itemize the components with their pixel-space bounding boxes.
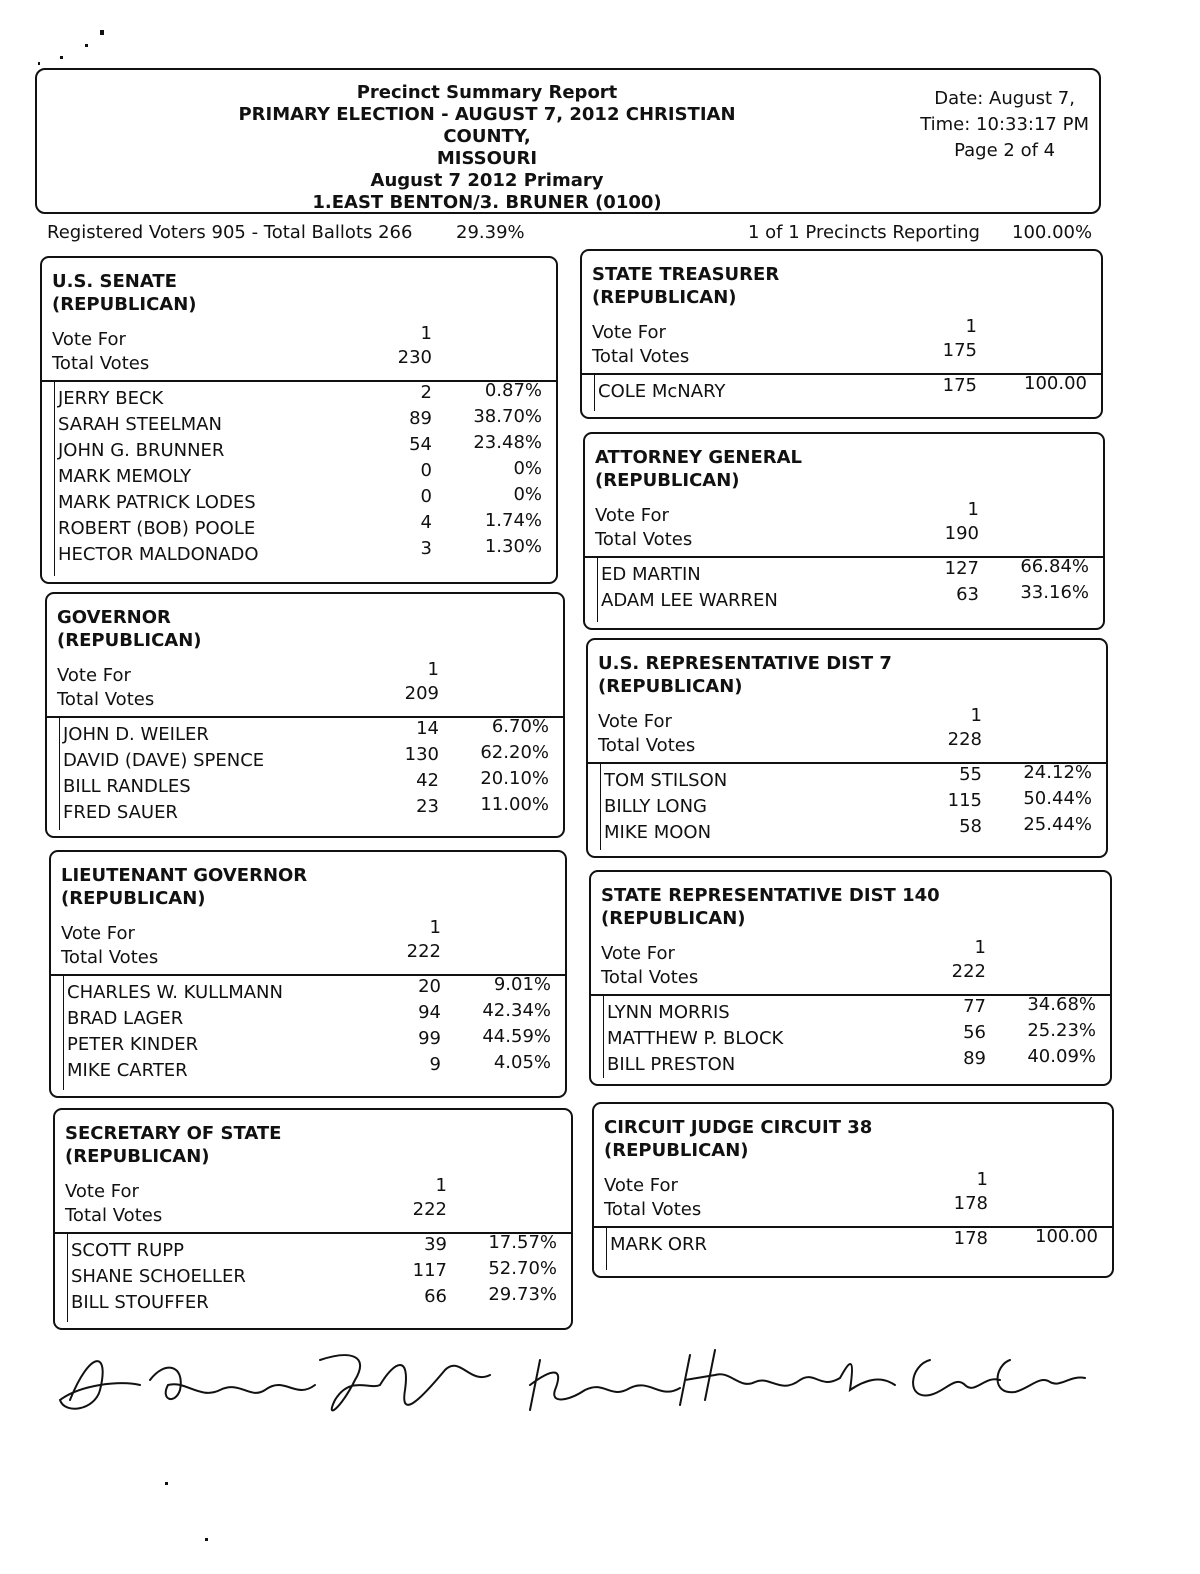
candidate-votes: 175: [942, 375, 977, 396]
total-votes-label: Total Votes: [595, 529, 693, 550]
candidate-percent: 17.57%: [488, 1232, 557, 1253]
race-box: [45, 592, 565, 838]
candidate-name: MARK PATRICK LODES: [58, 492, 256, 513]
election-name-line1: PRIMARY ELECTION - AUGUST 7, 2012 CHRISTIAN COUNTY,: [238, 104, 736, 147]
race-box: [589, 870, 1112, 1086]
race-office: SECRETARY OF STATE: [65, 1123, 282, 1144]
race-title: [598, 652, 892, 698]
total-votes-label: Total Votes: [61, 947, 159, 968]
candidate-name: CHARLES W. KULLMANN: [67, 982, 283, 1003]
candidate-votes: 77: [963, 996, 986, 1017]
candidate-votes: 54: [409, 434, 432, 455]
race-office: U.S. SENATE: [52, 271, 177, 292]
candidate-votes: 117: [412, 1260, 447, 1281]
race-title: [604, 1116, 872, 1162]
vote-for-value: 1: [965, 316, 977, 337]
race-title: [57, 606, 202, 652]
candidate-percent: 29.73%: [488, 1284, 557, 1305]
total-votes-value: 222: [412, 1199, 447, 1220]
candidate-percent: 0%: [513, 484, 542, 505]
race-box: [586, 638, 1108, 858]
candidate-name: ADAM LEE WARREN: [601, 590, 778, 611]
candidate-name: SARAH STEELMAN: [58, 414, 222, 435]
candidate-name: COLE McNARY: [598, 381, 726, 402]
signature-3-mark: [320, 1355, 490, 1410]
candidate-name: JOHN D. WEILER: [63, 724, 209, 745]
registered-voters: Registered Voters 905 - Total Ballots 266: [47, 222, 413, 243]
signature-1-mark: [60, 1361, 140, 1409]
candidate-percent: 23.48%: [473, 432, 542, 453]
candidate-percent: 1.30%: [484, 536, 542, 557]
candidate-percent: 100.00: [1035, 1226, 1098, 1247]
total-votes-value: 190: [944, 523, 979, 544]
total-votes-label: Total Votes: [601, 967, 699, 988]
vote-for-label: Vote For: [604, 1175, 678, 1196]
candidate-percent: 62.20%: [480, 742, 549, 763]
race-party: (REPUBLICAN): [61, 888, 206, 909]
candidate-name: TOM STILSON: [604, 770, 728, 791]
scan-speck: [205, 1538, 208, 1541]
candidate-name: SCOTT RUPP: [71, 1240, 184, 1261]
race-office: STATE TREASURER: [592, 264, 780, 285]
candidate-name: BILL PRESTON: [607, 1054, 736, 1075]
race-office: ATTORNEY GENERAL: [595, 447, 803, 468]
candidate-percent: 100.00: [1024, 373, 1087, 394]
candidate-percent: 34.68%: [1027, 994, 1096, 1015]
candidate-row: [42, 536, 556, 570]
candidate-votes: 66: [424, 1286, 447, 1307]
race-party: (REPUBLICAN): [57, 630, 202, 651]
race-office: LIEUTENANT GOVERNOR: [61, 865, 308, 886]
candidate-percent: 4.05%: [493, 1052, 551, 1073]
race-party: (REPUBLICAN): [52, 294, 197, 315]
candidate-name: MARK MEMOLY: [58, 466, 192, 487]
candidate-votes: 4: [420, 512, 432, 533]
race-party: (REPUBLICAN): [604, 1140, 749, 1161]
candidate-percent: 40.09%: [1027, 1046, 1096, 1067]
candidate-votes: 42: [416, 770, 439, 791]
candidate-percent: 11.00%: [480, 794, 549, 815]
candidate-votes: 9: [429, 1054, 441, 1075]
race-title: [65, 1122, 281, 1168]
candidate-name: BILLY LONG: [604, 796, 708, 817]
candidate-percent: 20.10%: [480, 768, 549, 789]
candidate-percent: 38.70%: [473, 406, 542, 427]
race-office: CIRCUIT JUDGE CIRCUIT 38: [604, 1117, 873, 1138]
precinct-name: 1.EAST BENTON/3. BRUNER (0100): [312, 192, 662, 213]
candidate-votes: 0: [420, 486, 432, 507]
candidate-votes: 0: [420, 460, 432, 481]
race-box: [592, 1102, 1114, 1278]
report-time: Time: 10:33:17 PM: [920, 114, 1089, 135]
total-votes-value: 228: [947, 729, 982, 750]
scan-speck: [165, 1482, 168, 1485]
vote-for-label: Vote For: [61, 923, 135, 944]
scan-speck: [85, 44, 88, 47]
race-party: (REPUBLICAN): [592, 287, 737, 308]
signature-4-mark: [530, 1360, 680, 1410]
total-votes-label: Total Votes: [592, 346, 690, 367]
vote-for-value: 1: [970, 705, 982, 726]
turnout-percent: 29.39%: [456, 222, 525, 243]
header-title-block: [217, 82, 757, 214]
total-votes-value: 178: [953, 1193, 988, 1214]
scan-speck: [60, 56, 63, 59]
candidate-percent: 6.70%: [491, 716, 549, 737]
candidate-row: [591, 1046, 1110, 1080]
total-votes-label: Total Votes: [57, 689, 155, 710]
report-date: Date: August 7,: [934, 88, 1075, 109]
vote-for-label: Vote For: [52, 329, 126, 350]
candidate-name: MATTHEW P. BLOCK: [607, 1028, 784, 1049]
candidate-name: ROBERT (BOB) POOLE: [58, 518, 256, 539]
primary-name: August 7 2012 Primary: [370, 170, 604, 191]
vote-for-label: Vote For: [592, 322, 666, 343]
vote-for-label: Vote For: [595, 505, 669, 526]
candidate-row: [55, 1284, 571, 1318]
race-title: [595, 446, 802, 492]
candidate-name: PETER KINDER: [67, 1034, 199, 1055]
candidate-row: [47, 794, 563, 828]
vote-for-label: Vote For: [65, 1181, 139, 1202]
election-name-line2: MISSOURI: [436, 148, 538, 169]
candidate-votes: 55: [959, 764, 982, 785]
race-box: [49, 850, 567, 1098]
candidate-name: BILL STOUFFER: [71, 1292, 209, 1313]
total-votes-value: 222: [951, 961, 986, 982]
candidate-row: [585, 582, 1103, 616]
candidate-name: FRED SAUER: [63, 802, 178, 823]
signature-6-mark: [913, 1360, 1085, 1395]
race-box: [580, 249, 1103, 419]
candidate-percent: 24.12%: [1023, 762, 1092, 783]
candidate-percent: 42.34%: [482, 1000, 551, 1021]
candidate-percent: 25.44%: [1023, 814, 1092, 835]
candidate-votes: 115: [947, 790, 982, 811]
total-votes-label: Total Votes: [65, 1205, 163, 1226]
signature-2-mark: [150, 1368, 315, 1399]
vote-for-label: Vote For: [57, 665, 131, 686]
candidate-votes: 89: [963, 1048, 986, 1069]
candidate-percent: 1.74%: [484, 510, 542, 531]
vote-for-value: 1: [429, 917, 441, 938]
race-title: [592, 263, 779, 309]
vote-for-value: 1: [420, 323, 432, 344]
candidate-percent: 50.44%: [1023, 788, 1092, 809]
race-office: U.S. REPRESENTATIVE DIST 7: [598, 653, 892, 674]
candidate-votes: 2: [420, 382, 432, 403]
candidate-name: ED MARTIN: [601, 564, 701, 585]
candidate-name: DAVID (DAVE) SPENCE: [63, 750, 265, 771]
candidate-votes: 39: [424, 1234, 447, 1255]
candidate-votes: 99: [418, 1028, 441, 1049]
page-number: Page 2 of 4: [954, 140, 1056, 161]
total-votes-label: Total Votes: [598, 735, 696, 756]
precincts-reporting: 1 of 1 Precincts Reporting: [748, 222, 980, 243]
race-party: (REPUBLICAN): [595, 470, 740, 491]
race-party: (REPUBLICAN): [65, 1146, 210, 1167]
candidate-name: JERRY BECK: [58, 388, 164, 409]
candidate-votes: 14: [416, 718, 439, 739]
report-title: Precinct Summary Report: [356, 82, 618, 103]
candidate-name: MIKE MOON: [604, 822, 712, 843]
candidate-row: [51, 1052, 565, 1086]
vote-for-value: 1: [976, 1169, 988, 1190]
candidate-votes: 23: [416, 796, 439, 817]
candidate-row: [588, 814, 1106, 848]
scan-speck: [100, 30, 104, 35]
candidate-votes: 178: [953, 1228, 988, 1249]
race-title: [61, 864, 307, 910]
candidate-votes: 127: [944, 558, 979, 579]
signature-5-mark: [680, 1350, 895, 1405]
candidate-votes: 20: [418, 976, 441, 997]
vote-for-value: 1: [974, 937, 986, 958]
candidate-name: HECTOR MALDONADO: [58, 544, 259, 565]
race-party: (REPUBLICAN): [598, 676, 743, 697]
candidate-percent: 44.59%: [482, 1026, 551, 1047]
candidate-name: MIKE CARTER: [67, 1060, 188, 1081]
candidate-percent: 33.16%: [1020, 582, 1089, 603]
vote-for-label: Vote For: [598, 711, 672, 732]
candidate-name: BRAD LAGER: [67, 1008, 184, 1029]
vote-for-label: Vote For: [601, 943, 675, 964]
candidate-votes: 89: [409, 408, 432, 429]
reporting-percent: 100.00%: [1012, 222, 1093, 243]
candidate-votes: 130: [404, 744, 439, 765]
candidate-percent: 0.87%: [484, 380, 542, 401]
signatures-image: [50, 1330, 1090, 1430]
race-office: GOVERNOR: [57, 607, 171, 628]
candidate-percent: 9.01%: [493, 974, 551, 995]
candidate-votes: 58: [959, 816, 982, 837]
candidate-percent: 52.70%: [488, 1258, 557, 1279]
total-votes-label: Total Votes: [52, 353, 150, 374]
header-meta: [920, 86, 1089, 164]
race-title: [601, 884, 940, 930]
race-box: [53, 1108, 573, 1330]
report-header: [35, 68, 1101, 214]
candidate-name: JOHN G. BRUNNER: [58, 440, 225, 461]
race-office: STATE REPRESENTATIVE DIST 140: [601, 885, 940, 906]
candidate-row: [582, 373, 1101, 407]
candidate-percent: 25.23%: [1027, 1020, 1096, 1041]
race-box: [40, 256, 558, 584]
scan-speck: [38, 62, 40, 65]
candidate-name: MARK ORR: [610, 1234, 708, 1255]
candidate-name: LYNN MORRIS: [607, 1002, 730, 1023]
candidate-votes: 3: [420, 538, 432, 559]
vote-for-value: 1: [435, 1175, 447, 1196]
total-votes-value: 222: [406, 941, 441, 962]
candidate-name: BILL RANDLES: [63, 776, 191, 797]
candidate-votes: 94: [418, 1002, 441, 1023]
candidate-votes: 56: [963, 1022, 986, 1043]
race-box: [583, 432, 1105, 630]
candidate-percent: 0%: [513, 458, 542, 479]
candidate-name: SHANE SCHOELLER: [71, 1266, 246, 1287]
total-votes-value: 230: [397, 347, 432, 368]
total-votes-value: 175: [942, 340, 977, 361]
candidate-row: [594, 1226, 1112, 1260]
total-votes-label: Total Votes: [604, 1199, 702, 1220]
candidate-votes: 63: [956, 584, 979, 605]
vote-for-value: 1: [967, 499, 979, 520]
race-party: (REPUBLICAN): [601, 908, 746, 929]
vote-for-value: 1: [427, 659, 439, 680]
candidate-percent: 66.84%: [1020, 556, 1089, 577]
race-title: [52, 270, 197, 316]
total-votes-value: 209: [404, 683, 439, 704]
